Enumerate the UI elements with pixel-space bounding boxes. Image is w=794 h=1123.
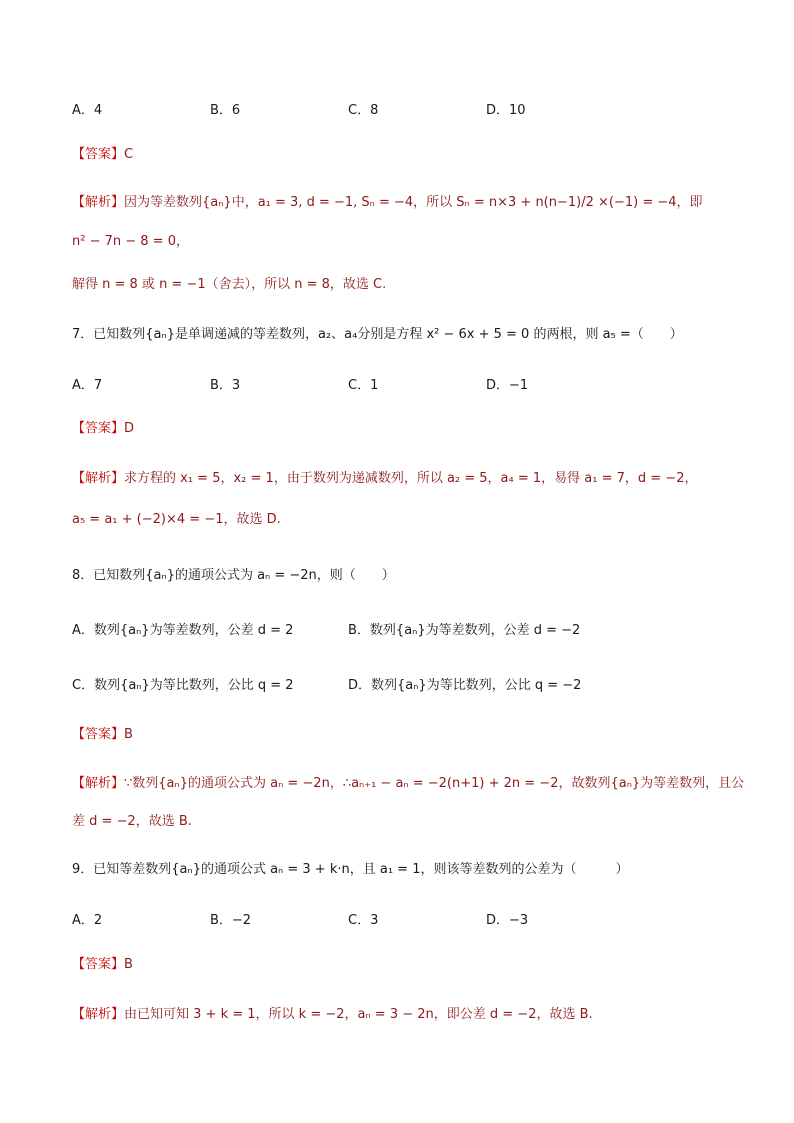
q7-stem: 7．已知数列{aₙ}是单调递减的等差数列，a₂、a₄分别是方程 x² − 6x + 5 = 0 的两根，则 a₅ =（ ） — [72, 327, 683, 342]
solution-text: 因为等差数列{aₙ}中，a₁ = 3, d = −1, Sₙ = −4，所以 Sₙ = n×3 + n(n−1)/2 ×(−1) = −4，即 — [124, 195, 703, 210]
answer-tag: 【答案】 — [72, 957, 125, 972]
q9-stem: 9．已知等差数列{aₙ}的通项公式 aₙ = 3 + k·n，且 a₁ = 1，则该等差数列的公差为（ ） — [72, 862, 629, 877]
solution-text: ∵数列{aₙ}的通项公式为 aₙ = −2n，∴aₙ₊₁ − aₙ = −2(n+1) + 2n = −2，故数列{aₙ}为等差数列，且公 — [124, 776, 745, 791]
q9-solution-line-1 — [72, 1006, 593, 1024]
q7-option-d: D．−1 — [486, 378, 529, 393]
answer-tag: 【答案】 — [72, 727, 125, 742]
q9-option-c: C．3 — [348, 913, 379, 928]
q7-option-b: B．3 — [210, 378, 241, 393]
solution-text: 由已知可知 3 + k = 1，所以 k = −2，aₙ = 3 − 2n，即公差 d = −2，故选 B. — [124, 1007, 593, 1022]
q8-option-c: C．数列{aₙ}为等比数列，公比 q = 2 — [72, 678, 294, 693]
q7-solution-line-1 — [72, 470, 697, 488]
q8-solution-line-2: 差 d = −2，故选 B. — [72, 814, 192, 829]
solution-tag: 【解析】 — [72, 195, 125, 210]
q6-solution-line-1 — [72, 194, 703, 212]
q8-solution-line-1 — [72, 775, 744, 793]
q7-answer — [72, 420, 134, 438]
q6-answer — [72, 146, 133, 164]
q8-option-b: B．数列{aₙ}为等差数列，公差 d = −2 — [348, 623, 581, 638]
q7-option-a: A．7 — [72, 378, 103, 393]
q7-solution-line-2: a₅ = a₁ + (−2)×4 = −1，故选 D. — [72, 512, 281, 527]
q8-option-a: A．数列{aₙ}为等差数列，公差 d = 2 — [72, 623, 294, 638]
solution-tag: 【解析】 — [72, 776, 125, 791]
q6-solution-line-3: 解得 n = 8 或 n = −1（舍去），所以 n = 8，故选 C. — [72, 277, 387, 292]
q8-option-d: D．数列{aₙ}为等比数列，公比 q = −2 — [348, 678, 582, 693]
q8-answer — [72, 726, 133, 744]
q6-option-d: D．10 — [486, 103, 526, 118]
answer-value: B — [124, 727, 133, 742]
answer-value: C — [124, 147, 134, 162]
q7-option-c: C．1 — [348, 378, 379, 393]
solution-tag: 【解析】 — [72, 471, 125, 486]
q8-stem: 8．已知数列{aₙ}的通项公式为 aₙ = −2n，则（ ） — [72, 568, 395, 583]
q9-option-d: D．−3 — [486, 913, 529, 928]
answer-tag: 【答案】 — [72, 147, 125, 162]
q6-option-a: A．4 — [72, 103, 103, 118]
q6-solution-line-2: n² − 7n − 8 = 0， — [72, 234, 189, 249]
solution-tag: 【解析】 — [72, 1007, 125, 1022]
q9-option-b: B．−2 — [210, 913, 252, 928]
q9-option-a: A．2 — [72, 913, 103, 928]
q6-option-c: C．8 — [348, 103, 379, 118]
answer-value: D — [124, 421, 135, 436]
q6-option-b: B．6 — [210, 103, 241, 118]
answer-value: B — [124, 957, 133, 972]
solution-text: 求方程的 x₁ = 5，x₂ = 1，由于数列为递减数列，所以 a₂ = 5，a₄ = 1，易得 a₁ = 7，d = −2， — [124, 471, 698, 486]
q9-answer — [72, 956, 133, 974]
answer-tag: 【答案】 — [72, 421, 125, 436]
